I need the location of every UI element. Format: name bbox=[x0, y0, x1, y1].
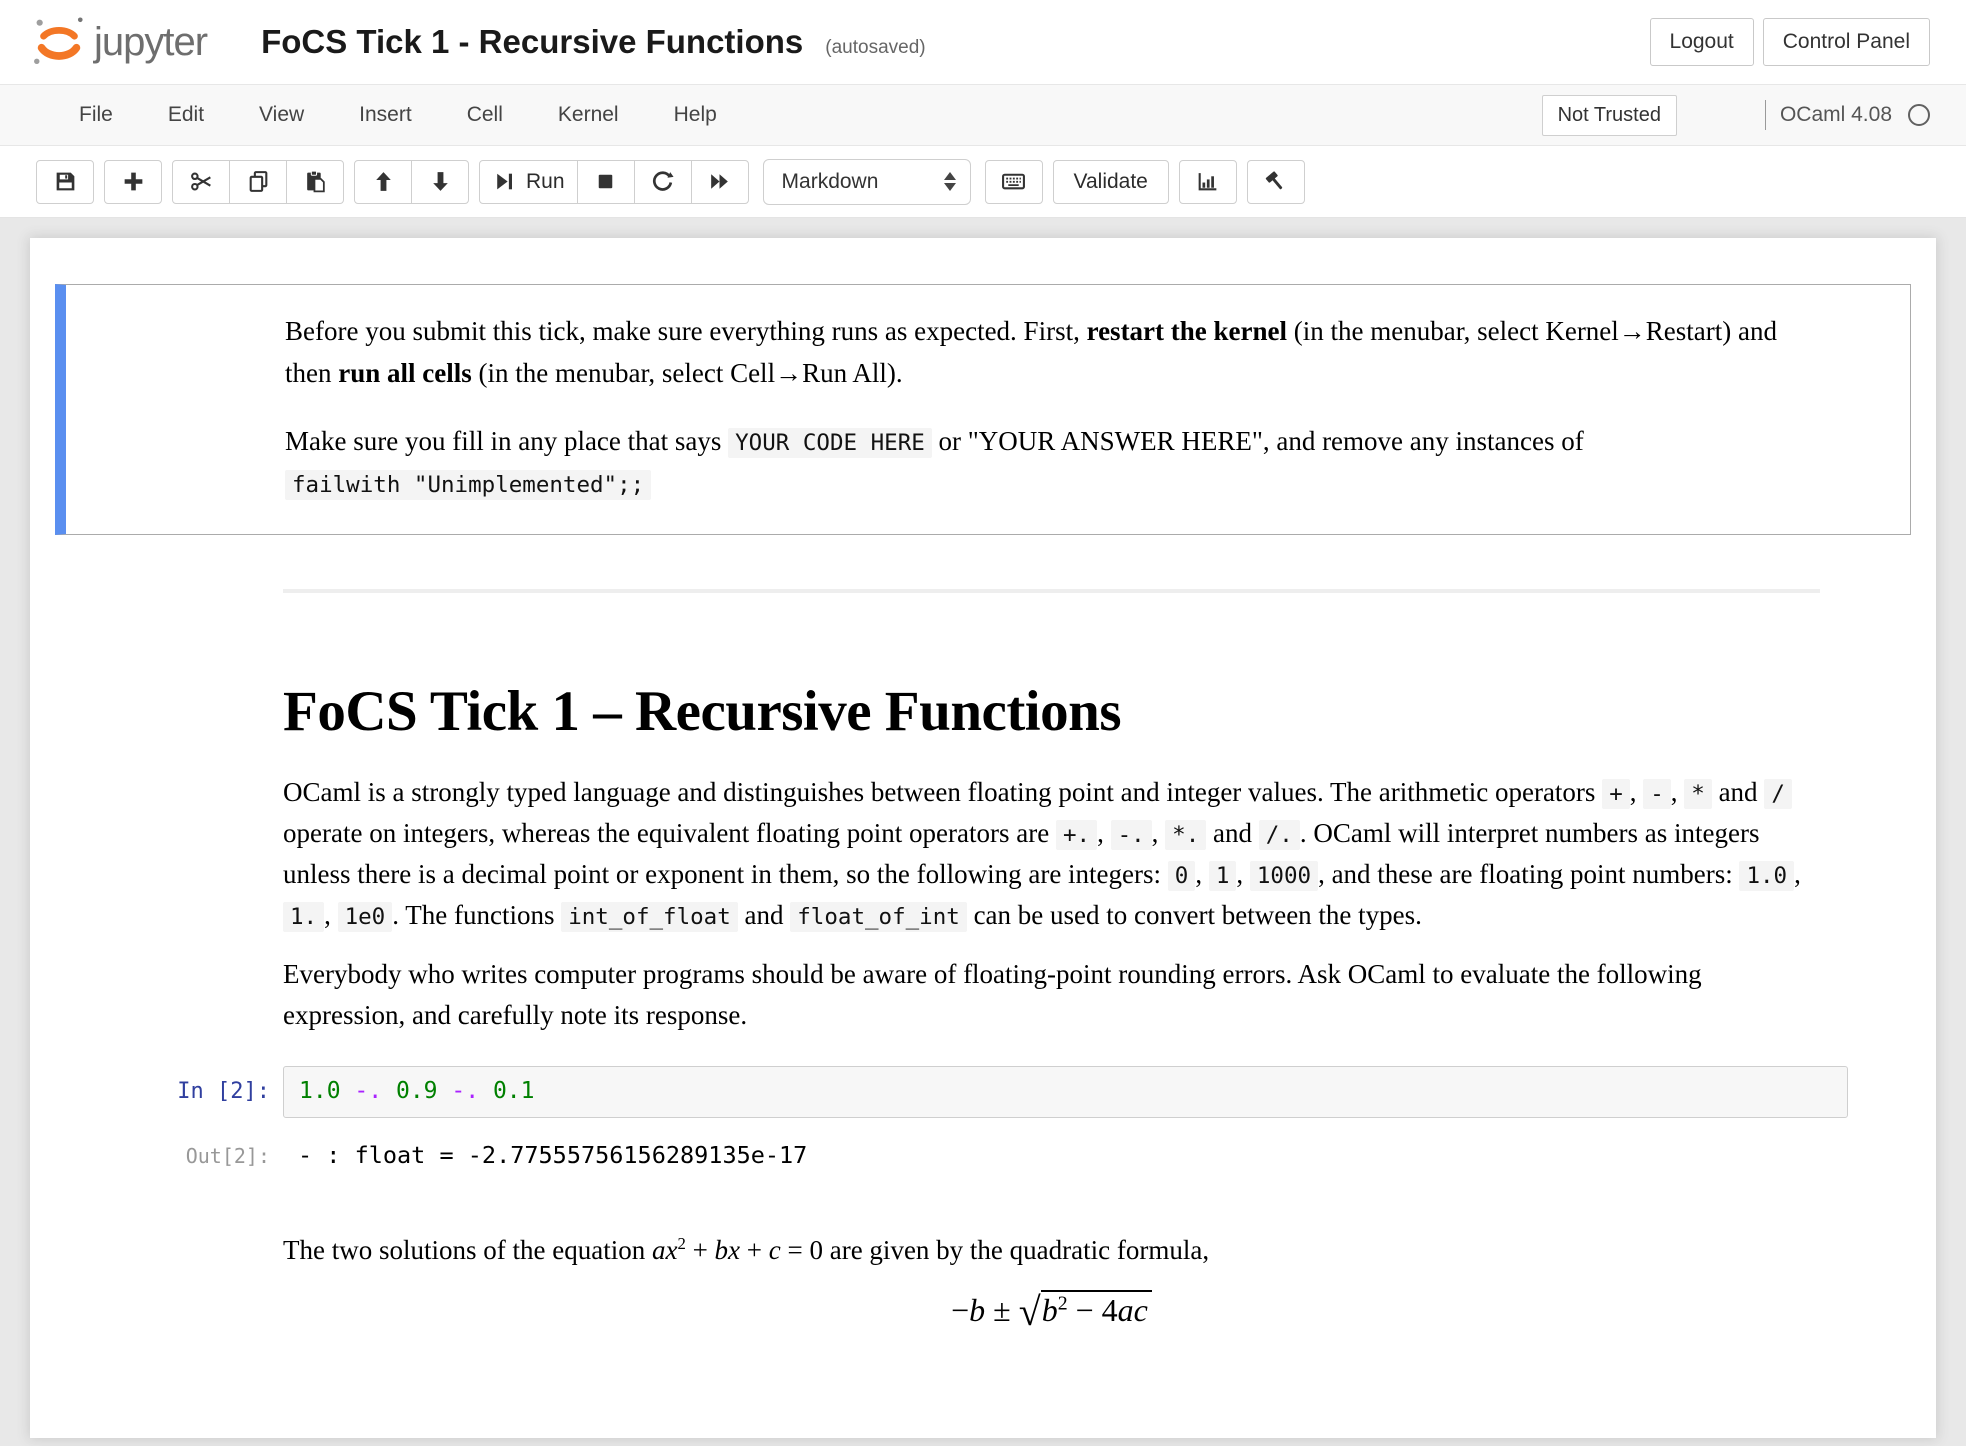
gavel-icon bbox=[1263, 169, 1288, 194]
formula-radicand: $b^2 - 4ac$ bbox=[1041, 1290, 1152, 1329]
control-panel-button[interactable]: Control Panel bbox=[1763, 18, 1930, 66]
jupyter-logo[interactable] bbox=[30, 13, 207, 71]
restart-run-all-button[interactable] bbox=[691, 160, 749, 204]
save-icon bbox=[53, 169, 78, 194]
kernel-idle-circle-icon bbox=[1908, 104, 1930, 126]
jupyter-logo-icon bbox=[30, 13, 88, 71]
interrupt-kernel-button[interactable] bbox=[577, 160, 635, 204]
formula-lead: −b ± bbox=[951, 1291, 1019, 1328]
menu-kernel[interactable]: Kernel bbox=[557, 103, 619, 126]
cut-icon bbox=[189, 169, 214, 194]
select-arrows-icon bbox=[944, 172, 956, 191]
move-cell-up-button[interactable] bbox=[354, 160, 412, 204]
code-cell[interactable] bbox=[30, 1066, 1936, 1118]
save-button[interactable] bbox=[36, 160, 94, 204]
run-step-icon bbox=[492, 169, 517, 194]
logout-button[interactable]: Logout bbox=[1650, 18, 1754, 66]
output-area bbox=[30, 1128, 1936, 1169]
edit-button-group bbox=[172, 160, 344, 204]
gavel-button[interactable] bbox=[1247, 160, 1305, 204]
notebook-site bbox=[0, 218, 1966, 1438]
paste-cell-button[interactable] bbox=[286, 160, 344, 204]
restart-run-all-icon bbox=[707, 169, 732, 194]
notebook-heading: FoCS Tick 1 – Recursive Functions bbox=[283, 680, 1122, 744]
quadratic-paragraph: The two solutions of the equation $ax^2$ + bx + c = 0 are given by the quadratic formula, bbox=[283, 1233, 1210, 1265]
radical-sign: √ bbox=[1018, 1288, 1041, 1334]
alert-paragraph-2: Make sure you fill in any place that says YOUR CODE HERE or "YOUR ANSWER HERE", and remove any instances of failwith "Unimplemented";; bbox=[285, 425, 1584, 498]
markdown-cell-divider[interactable] bbox=[30, 535, 1936, 593]
stop-icon bbox=[593, 169, 618, 194]
keyboard-icon bbox=[1001, 169, 1026, 194]
kernel-name: OCaml 4.08 bbox=[1779, 103, 1892, 126]
move-down-icon bbox=[428, 169, 453, 194]
alert-paragraph-1: Before you submit this tick, make sure everything runs as expected. First, restart the kernel (in the menubar, select Kernel→Restart) and then run all cells (in the menubar, select Cell→Run All). bbox=[285, 316, 1777, 388]
cell-type-selected-value: Markdown bbox=[781, 169, 879, 193]
validate-button[interactable]: Validate bbox=[1053, 160, 1169, 204]
bar-chart-icon bbox=[1195, 169, 1220, 194]
move-cell-down-button[interactable] bbox=[411, 160, 469, 204]
divider-rule bbox=[283, 589, 1820, 593]
jupyter-wordmark: jupyter bbox=[94, 19, 208, 64]
markdown-cell-title[interactable] bbox=[30, 679, 1936, 1035]
toolbar bbox=[0, 146, 1966, 218]
notebook-title[interactable]: FoCS Tick 1 - Recursive Functions bbox=[261, 23, 804, 60]
menu-cell[interactable]: Cell bbox=[466, 103, 503, 126]
notebook-container bbox=[30, 238, 1936, 1438]
copy-cell-button[interactable] bbox=[229, 160, 287, 204]
menu-file[interactable]: File bbox=[79, 103, 113, 126]
menu-help[interactable]: Help bbox=[673, 103, 717, 126]
command-palette-button[interactable] bbox=[985, 160, 1043, 204]
paste-icon bbox=[303, 169, 328, 194]
not-trusted-button[interactable]: Not Trusted bbox=[1542, 95, 1677, 136]
input-prompt: In [2]: bbox=[177, 1078, 270, 1104]
add-cell-icon bbox=[121, 169, 146, 194]
restart-kernel-button[interactable] bbox=[634, 160, 692, 204]
run-button-label: Run bbox=[526, 169, 565, 193]
markdown-cell-submit-instructions[interactable] bbox=[55, 284, 1911, 535]
cut-cell-button[interactable] bbox=[172, 160, 230, 204]
header-bar bbox=[0, 0, 1966, 84]
move-up-icon bbox=[371, 169, 396, 194]
intro-paragraph: OCaml is a strongly typed language and distinguishes between floating point and integer values. The arithmetic operators + , - , * and / operate on integers, whereas the equivalent floating point operators are +. , -. , *. and /. . OCaml will interpret numbers as integers unless there is a decimal point or exponent in them, so the following are integers: 0 , 1 , 1000 , and these are floating point numbers: 1.0 , 1. , 1e0 . The functions int_of_float and float_of_int can be used to convert between the types. bbox=[283, 777, 1801, 931]
menu-view[interactable]: View bbox=[259, 103, 305, 126]
add-cell-below-button[interactable] bbox=[104, 160, 162, 204]
cell-type-select[interactable] bbox=[763, 159, 971, 205]
title-wrap bbox=[261, 23, 926, 61]
menu-insert[interactable]: Insert bbox=[359, 103, 412, 126]
run-button[interactable] bbox=[479, 160, 578, 204]
output-prompt: Out[2]: bbox=[185, 1143, 270, 1168]
menu-edit[interactable]: Edit bbox=[167, 103, 205, 126]
autosave-status: (autosaved) bbox=[825, 37, 926, 58]
markdown-cell-quadratic[interactable] bbox=[30, 1169, 1936, 1335]
restart-icon bbox=[650, 169, 675, 194]
run-button-group bbox=[479, 160, 749, 204]
quadratic-formula bbox=[283, 1288, 1820, 1335]
output-text: - : float = -2.77555756156289135e-17 bbox=[298, 1140, 808, 1169]
kernel-zone bbox=[1765, 100, 1930, 130]
move-button-group bbox=[354, 160, 469, 204]
code-input-area[interactable]: 1.0 -. 0.9 -. 0.1 bbox=[283, 1066, 1848, 1118]
copy-icon bbox=[246, 169, 271, 194]
kernel-separator bbox=[1765, 100, 1766, 130]
chart-button[interactable] bbox=[1179, 160, 1237, 204]
menubar bbox=[0, 84, 1966, 146]
rounding-paragraph: Everybody who writes computer programs should be aware of floating-point rounding errors. Ask OCaml to evaluate the following expression, and carefully note its response. bbox=[283, 958, 1702, 1030]
